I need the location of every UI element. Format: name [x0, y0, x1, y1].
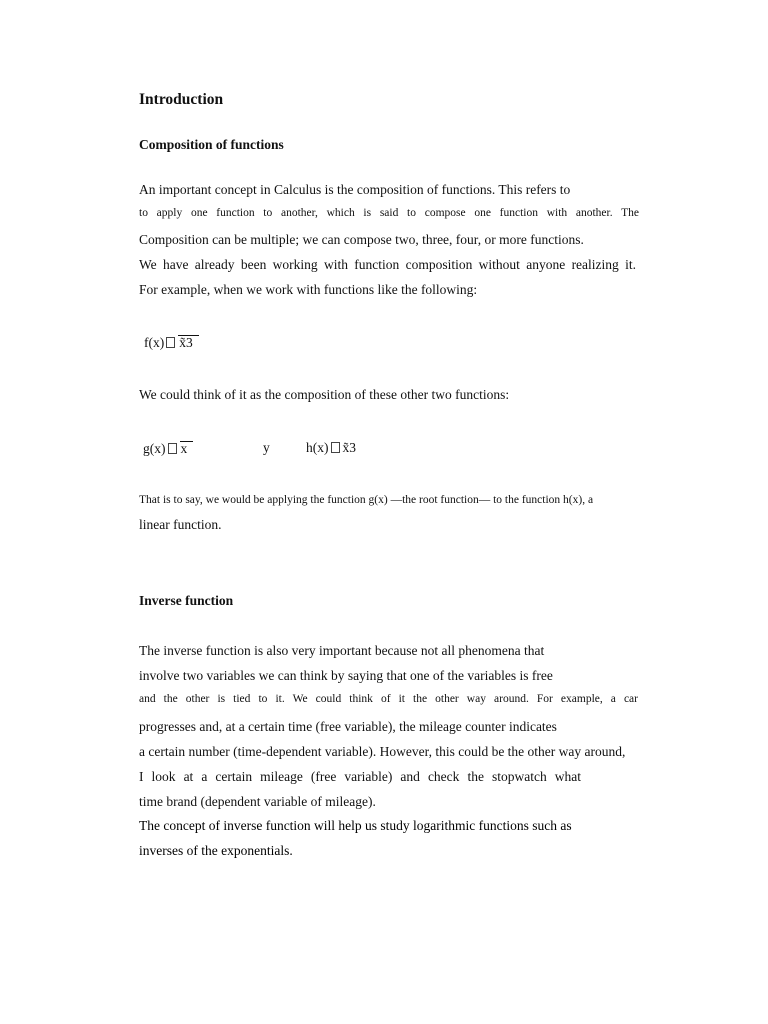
formula-h-lhs: h(x) [306, 440, 329, 455]
formula-g [143, 441, 193, 456]
missing-glyph-box [331, 442, 340, 453]
formula-f-lhs: f(x) [144, 335, 165, 350]
paragraph-line: involve two variables we can think by saying that one of the variables is free [139, 668, 553, 683]
paragraph-line: and the other is tied to it. We could think of it the other way around. For example, a car [139, 693, 638, 705]
missing-glyph-box [166, 337, 175, 348]
paragraph-line: That is to say, we would be applying the function g(x) —the root function— to the function h(x), a [139, 494, 594, 506]
paragraph-line: inverses of the exponentials. [139, 843, 293, 858]
page-title: Introduction [139, 91, 224, 108]
formula-f [144, 335, 199, 350]
paragraph-line: The concept of inverse function will help us study logarithmic functions such as [139, 818, 572, 833]
paragraph-line: For example, when we work with functions like the following: [139, 282, 478, 297]
paragraph-line: An important concept in Calculus is the composition of functions. This refers to [139, 182, 571, 197]
paragraph-line: linear function. [139, 517, 222, 532]
paragraph-line: We have already been working with function composition without anyone realizing it. [139, 257, 636, 272]
section-heading-inverse: Inverse function [139, 593, 234, 608]
paragraph-line: time brand (dependent variable of mileage). [139, 794, 376, 809]
paragraph-line: We could think of it as the composition of these other two functions: [139, 387, 510, 402]
paragraph-line: I look at a certain mileage (free variable) and check the stopwatch what [139, 769, 581, 784]
formula-connector: y [263, 440, 270, 455]
formula-g-rhs: x [180, 441, 194, 456]
formula-h [306, 441, 356, 455]
paragraph-line: Composition can be multiple; we can compose two, three, four, or more functions. [139, 232, 584, 247]
paragraph-line: progresses and, at a certain time (free variable), the mileage counter indicates [139, 719, 557, 734]
paragraph-line: The inverse function is also very important because not all phenomena that [139, 643, 545, 658]
paragraph-line: a certain number (time-dependent variable). However, this could be the other way around, [139, 744, 626, 759]
formula-h-rhs: x̃3 [342, 440, 356, 455]
missing-glyph-box [168, 443, 177, 454]
formula-f-rhs: x̃3 [178, 335, 199, 350]
section-heading-composition: Composition of functions [139, 137, 284, 152]
formula-g-lhs: g(x) [143, 441, 166, 456]
paragraph-line: to apply one function to another, which is said to compose one function with another. The [139, 207, 639, 219]
